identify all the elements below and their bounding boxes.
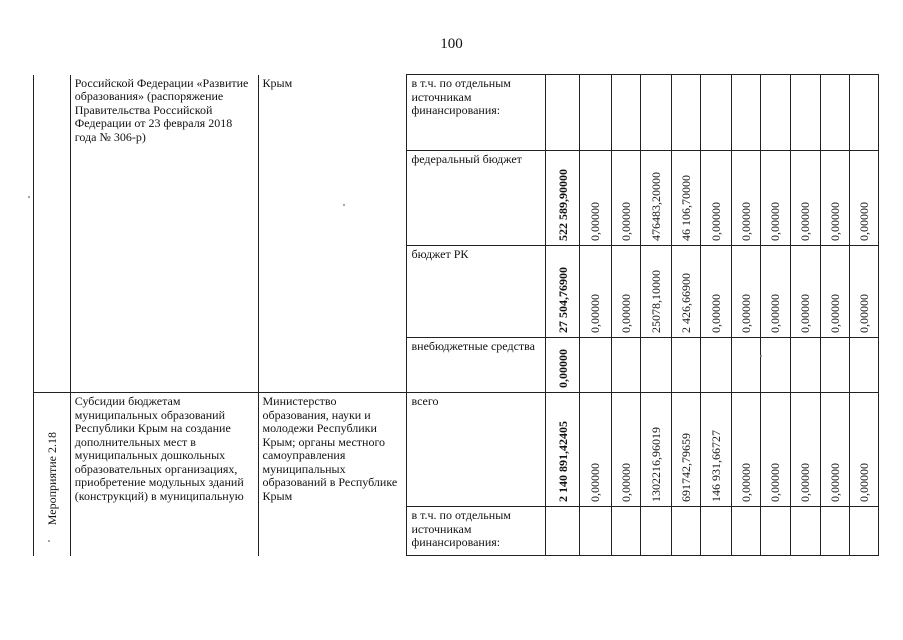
measure-cell [34, 75, 71, 393]
value-cell [731, 246, 760, 338]
value-wrap [580, 294, 611, 337]
value-text: 0,00000 [618, 294, 633, 333]
value-wrap [612, 202, 641, 245]
value-wrap [732, 463, 760, 506]
value-cell [760, 151, 791, 246]
value-cell [791, 75, 821, 151]
value-text: 0,00000 [738, 202, 753, 241]
value-cell [611, 507, 641, 556]
measure-wrap [34, 432, 70, 555]
value-wrap [791, 202, 820, 245]
value-wrap [641, 172, 671, 245]
value-text: 1302216,96019 [648, 427, 663, 502]
scan-speck [760, 355, 762, 357]
value-cell [731, 75, 760, 151]
value-cell [760, 75, 791, 151]
source-label: всего [407, 393, 546, 507]
value-cell [579, 338, 611, 393]
value-text: 2 426,66900 [679, 273, 694, 333]
value-cell [850, 507, 879, 556]
value-cell [701, 151, 732, 246]
measure-label: Мероприятие 2.18 [44, 432, 59, 526]
value-text: 0,00000 [588, 294, 603, 333]
value-wrap [850, 202, 878, 245]
value-cell [850, 393, 879, 507]
value-wrap [672, 433, 701, 506]
value-text: 25078,10000 [648, 270, 663, 333]
value-cell [546, 246, 580, 338]
scan-speck [28, 196, 30, 198]
value-cell [611, 393, 641, 507]
value-cell [611, 246, 641, 338]
value-cell [641, 338, 672, 393]
value-text: 0,00000 [857, 202, 872, 241]
value-text: 0,00000 [768, 202, 783, 241]
value-wrap [761, 463, 791, 506]
value-text: 0,00000 [588, 463, 603, 502]
value-wrap [732, 202, 760, 245]
value-cell [760, 507, 791, 556]
value-cell [820, 393, 850, 507]
value-cell [611, 75, 641, 151]
value-cell [701, 75, 732, 151]
value-wrap [791, 294, 820, 337]
value-cell [731, 338, 760, 393]
value-cell [641, 151, 672, 246]
value-text: 0,00000 [709, 202, 724, 241]
value-wrap [612, 463, 641, 506]
value-cell [546, 338, 580, 393]
value-wrap [580, 463, 611, 506]
value-wrap [546, 169, 579, 245]
value-wrap [850, 294, 878, 337]
value-cell [820, 338, 850, 393]
value-text: 0,00000 [768, 294, 783, 333]
value-cell [791, 338, 821, 393]
value-wrap [701, 294, 731, 337]
value-text: 0,00000 [738, 294, 753, 333]
value-wrap [732, 294, 760, 337]
value-cell [791, 507, 821, 556]
value-cell [546, 151, 580, 246]
value-text: 691742,79659 [679, 433, 694, 502]
value-cell [820, 151, 850, 246]
value-text: 0,00000 [828, 463, 843, 502]
value-cell [791, 246, 821, 338]
value-cell [671, 393, 701, 507]
executor-cell: Крым [258, 75, 407, 393]
value-cell [850, 246, 879, 338]
value-cell [820, 507, 850, 556]
value-text: 0,00000 [798, 202, 813, 241]
value-wrap [701, 430, 731, 506]
source-label: внебюджетные средства [407, 338, 546, 393]
value-text: 476483,20000 [648, 172, 663, 241]
value-wrap [821, 463, 850, 506]
value-wrap [791, 463, 820, 506]
value-wrap [546, 349, 579, 392]
value-cell [671, 246, 701, 338]
page-number: 100 [440, 36, 463, 52]
value-cell [671, 507, 701, 556]
value-cell [641, 246, 672, 338]
value-text: 0,00000 [857, 463, 872, 502]
budget-table [33, 74, 879, 556]
value-cell [671, 151, 701, 246]
value-text: 0,00000 [738, 463, 753, 502]
value-cell [760, 338, 791, 393]
value-text: 0,00000 [618, 202, 633, 241]
value-wrap [821, 294, 850, 337]
value-cell [579, 507, 611, 556]
value-wrap [850, 463, 878, 506]
value-wrap [612, 294, 641, 337]
scan-speck [343, 204, 345, 206]
value-text: 146 931,66727 [709, 430, 724, 502]
value-cell [701, 393, 732, 507]
value-wrap [701, 202, 731, 245]
value-text: 0,00000 [555, 349, 570, 388]
value-wrap [641, 427, 671, 506]
value-cell [820, 75, 850, 151]
value-text: 0,00000 [828, 202, 843, 241]
value-wrap [672, 273, 701, 337]
executor-cell: Министерство образования, науки и молодежи Республики Крым; органы местного самоуправления муниципальных образований в Республике Крым [258, 393, 407, 556]
value-cell [671, 75, 701, 151]
value-text: 0,00000 [857, 294, 872, 333]
value-text: 0,00000 [588, 202, 603, 241]
value-cell [546, 75, 580, 151]
source-label: федеральный бюджет [407, 151, 546, 246]
value-cell [671, 338, 701, 393]
value-cell [611, 338, 641, 393]
value-cell [579, 246, 611, 338]
value-cell [731, 151, 760, 246]
scan-speck [48, 540, 50, 542]
value-text: 46 106,70000 [679, 175, 694, 241]
value-text: 0,00000 [798, 463, 813, 502]
program-cell: Субсидии бюджетам муниципальных образований Республики Крым на создание дополнительных мест в муниципальных дошкольных образовательных организациях, приобретение модульных зданий (конструкций) в муниципальную [70, 393, 258, 556]
value-cell [611, 151, 641, 246]
value-text: 0,00000 [798, 294, 813, 333]
value-cell [641, 75, 672, 151]
value-cell [701, 338, 732, 393]
value-cell [760, 246, 791, 338]
value-wrap [580, 202, 611, 245]
value-cell [850, 75, 879, 151]
value-text: 27 504,76900 [555, 267, 570, 333]
value-wrap [546, 267, 579, 337]
measure-cell [34, 393, 71, 556]
value-cell [731, 507, 760, 556]
value-cell [820, 246, 850, 338]
value-wrap [546, 421, 579, 506]
value-wrap [821, 202, 850, 245]
value-wrap [672, 175, 701, 245]
value-text: 0,00000 [828, 294, 843, 333]
value-cell [850, 151, 879, 246]
value-cell [791, 151, 821, 246]
value-cell [546, 507, 580, 556]
value-cell [579, 393, 611, 507]
program-cell: Российской Федерации «Развитие образования» (распоряжение Правительства Российской Федерации от 23 февраля 2018 года № 306-р) [70, 75, 258, 393]
value-text: 0,00000 [618, 463, 633, 502]
source-label: бюджет РК [407, 246, 546, 338]
value-text: 522 589,90000 [555, 169, 570, 241]
value-text: 2 140 891,42405 [555, 421, 570, 502]
value-text: 0,00000 [709, 294, 724, 333]
value-cell [579, 151, 611, 246]
source-label: в т.ч. по отдельным источникам финансирования: [407, 507, 546, 556]
value-cell [546, 393, 580, 507]
value-cell [850, 338, 879, 393]
value-cell [701, 246, 732, 338]
value-cell [760, 393, 791, 507]
value-wrap [761, 202, 791, 245]
table-row [34, 75, 879, 151]
value-cell [641, 393, 672, 507]
table-row [34, 393, 879, 507]
value-text: 0,00000 [768, 463, 783, 502]
value-wrap [761, 294, 791, 337]
source-label: в т.ч. по отдельным источникам финансирования: [407, 75, 546, 151]
value-cell [579, 75, 611, 151]
value-cell [731, 393, 760, 507]
value-cell [641, 507, 672, 556]
value-cell [791, 393, 821, 507]
value-cell [701, 507, 732, 556]
value-wrap [641, 270, 671, 337]
